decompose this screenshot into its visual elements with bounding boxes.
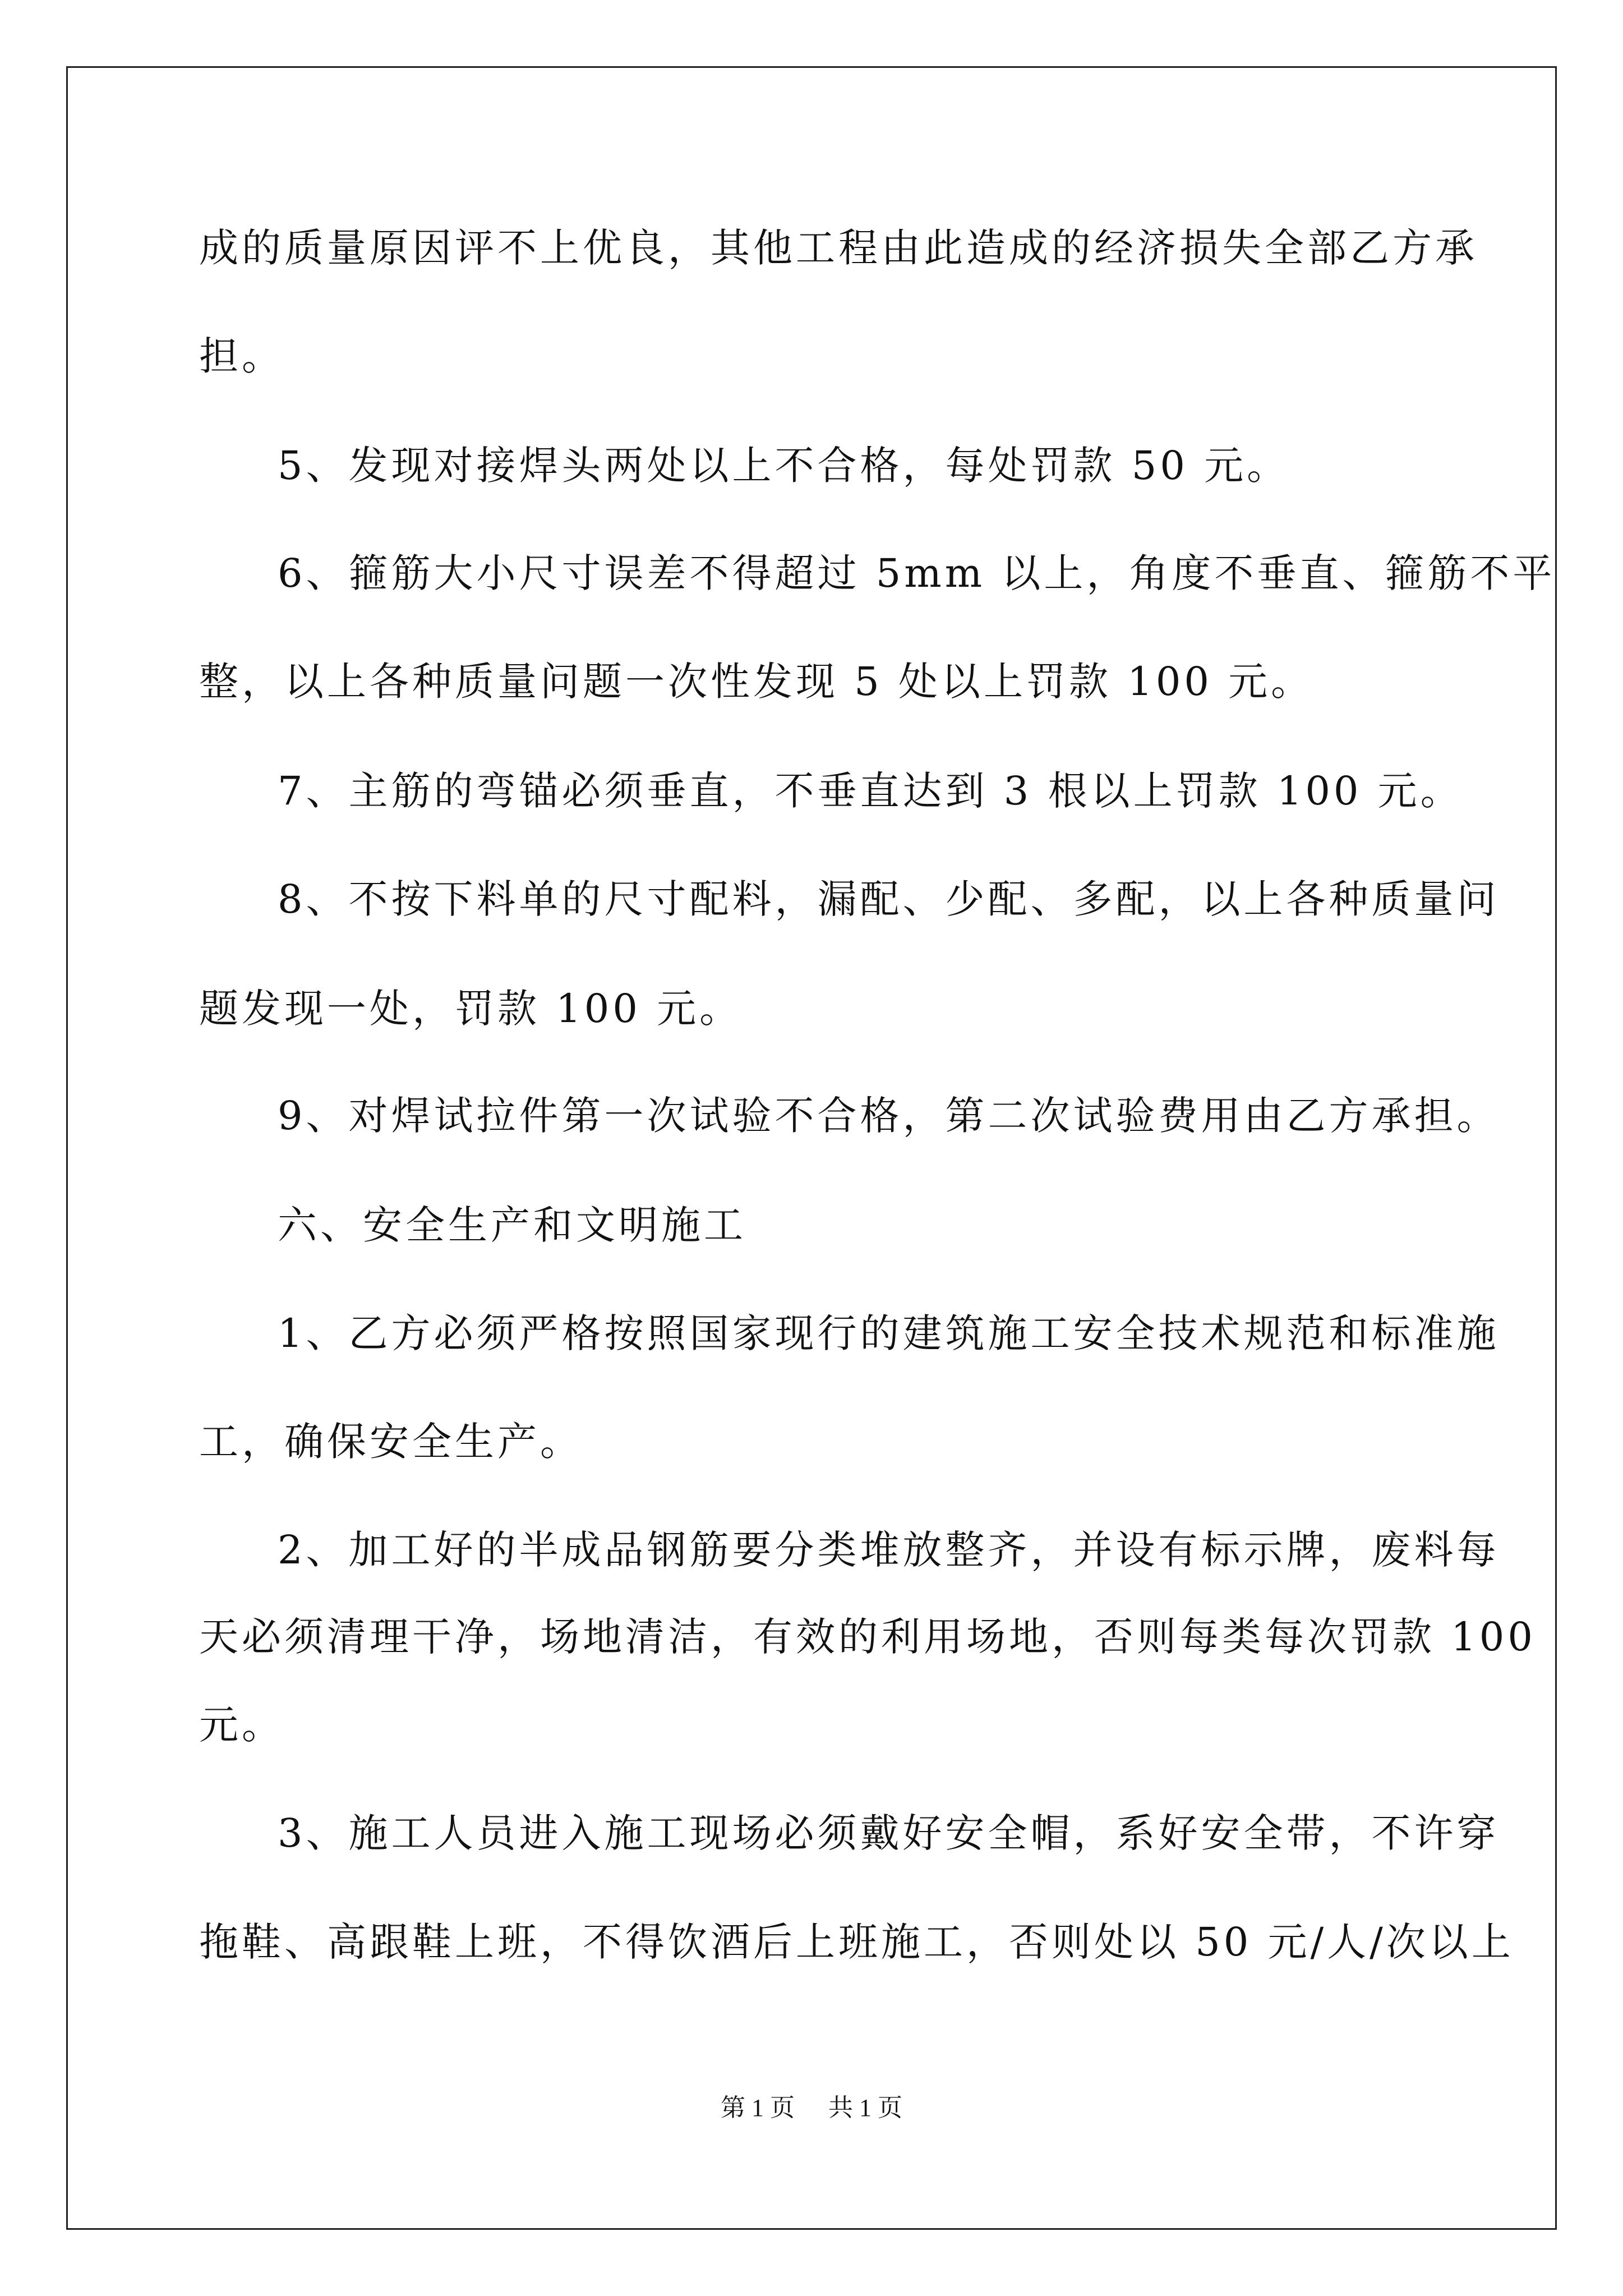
- page-footer: [0, 2091, 1623, 2125]
- paragraph-line: 5、发现对接焊头两处以上不合格，每处罚款 50 元。: [278, 443, 1290, 489]
- paragraph-line: 成的质量原因评不上优良，其他工程由此造成的经济损失全部乙方承: [199, 225, 1478, 271]
- paragraph-line: 题发现一处，罚款 100 元。: [199, 986, 743, 1032]
- paragraph-line: 7、主筋的弯锚必须垂直，不垂直达到 3 根以上罚款 100 元。: [278, 768, 1463, 814]
- paragraph-line: 3、施工人员进入施工现场必须戴好安全帽，系好安全带，不许穿: [278, 1810, 1500, 1856]
- paragraph-line: 整，以上各种质量问题一次性发现 5 处以上罚款 100 元。: [199, 659, 1314, 705]
- paragraph-line: 8、不按下料单的尺寸配料，漏配、少配、多配，以上各种质量问: [278, 876, 1500, 922]
- paragraph-line: 拖鞋、高跟鞋上班，不得饮酒后上班施工，否则处以 50 元/人/次以上: [199, 1919, 1514, 1965]
- page-number-total: 共 1 页: [828, 2094, 902, 2122]
- paragraph-line: 担。: [199, 333, 284, 379]
- paragraph-line: 天必须清理干净，场地清洁，有效的利用场地，否则每类每次罚款 100: [199, 1614, 1536, 1660]
- paragraph-line: 1、乙方必须严格按照国家现行的建筑施工安全技术规范和标准施: [278, 1310, 1500, 1356]
- paragraph-line: 9、对焊试拉件第一次试验不合格，第二次试验费用由乙方承担。: [278, 1093, 1500, 1139]
- paragraph-line: 2、加工好的半成品钢筋要分类堆放整齐，并设有标示牌，废料每: [278, 1527, 1500, 1573]
- section-heading: 六、安全生产和文明施工: [278, 1202, 746, 1248]
- paragraph-line: 工，确保安全生产。: [199, 1419, 583, 1465]
- paragraph-line: 元。: [199, 1702, 284, 1748]
- paragraph-line: 6、箍筋大小尺寸误差不得超过 5mm 以上，角度不垂直、箍筋不平: [278, 550, 1556, 596]
- page-border: [66, 66, 1557, 2230]
- page-number-current: 第 1 页: [721, 2094, 795, 2122]
